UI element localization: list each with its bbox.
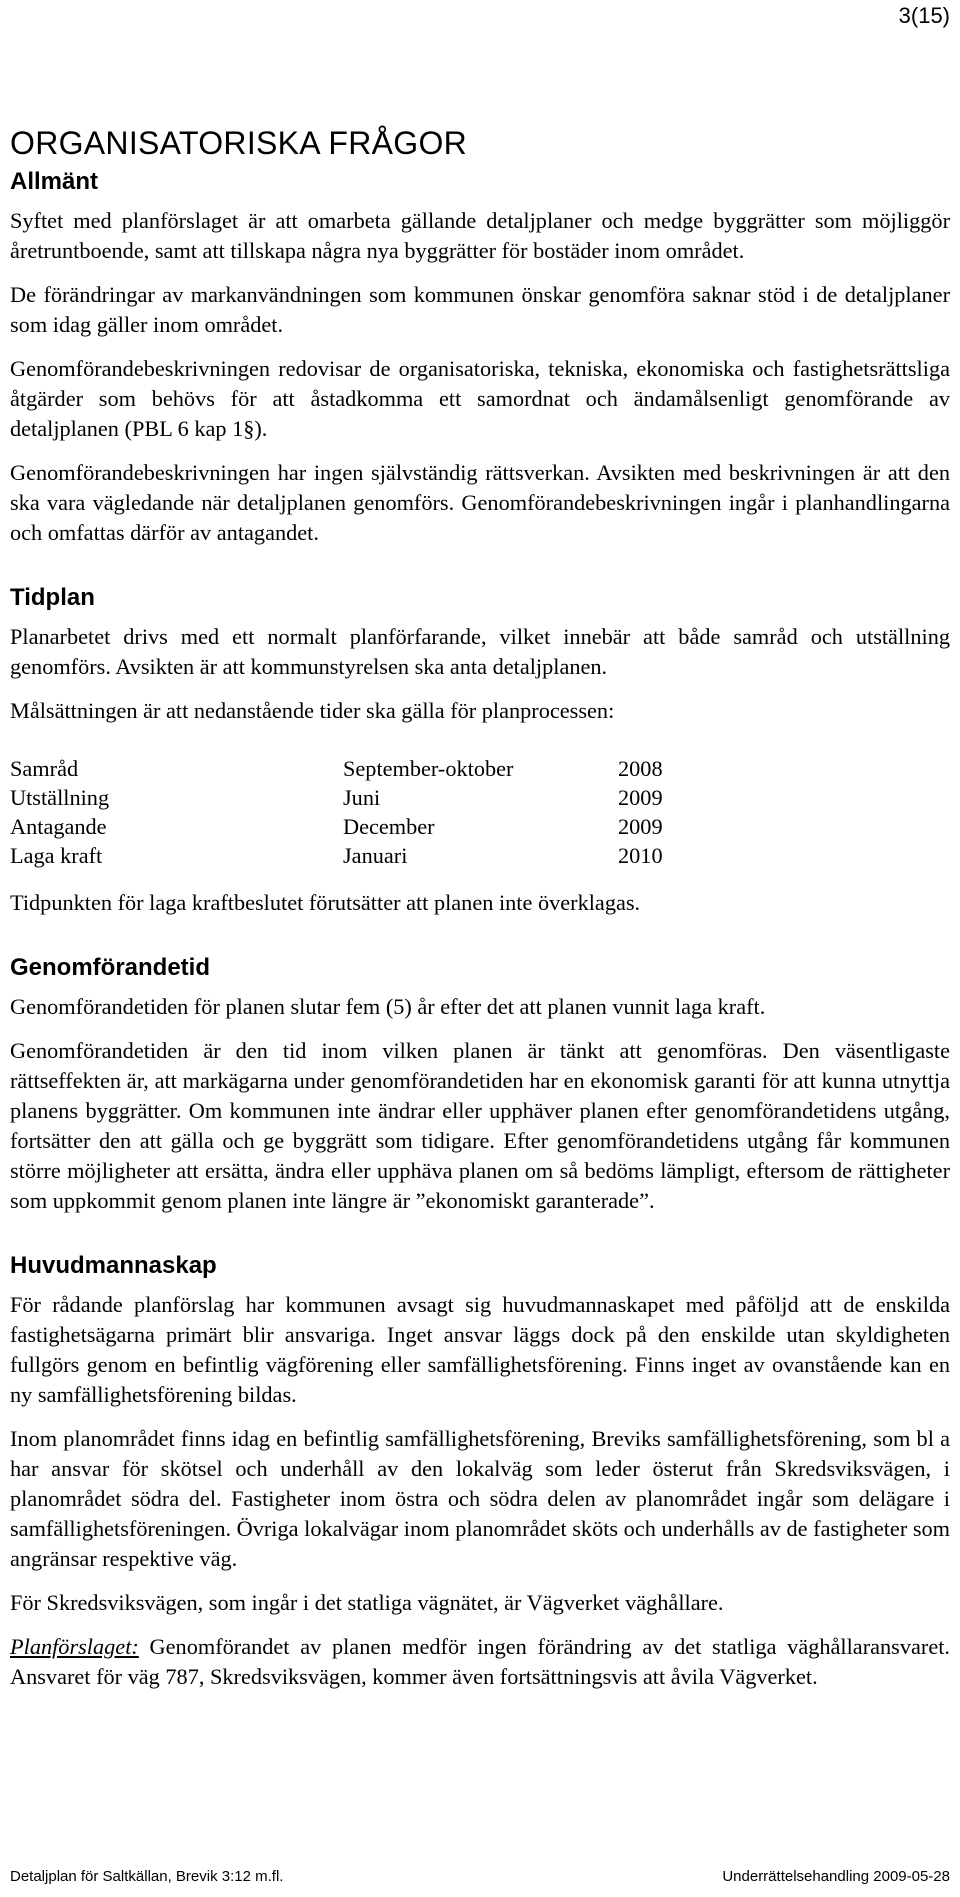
paragraph: Syftet med planförslaget är att omarbeta gällande detaljplaner och medge byggrätter som möjliggör åretruntboende, samt att tillskapa några nya byggrätter för bostäder inom området. (10, 208, 950, 263)
heading-genomforandetid: Genomförandetid (10, 954, 211, 981)
paragraph: För Skredsviksvägen, som ingår i det statliga vägnätet, är Vägverket väghållare. (10, 1590, 724, 1615)
section-allmant (10, 168, 950, 548)
page-number: 3(15) (898, 3, 950, 28)
paragraph: Målsättningen är att nedanstående tider ska gälla för planprocessen: (10, 698, 615, 723)
footer-document-status: Underrättelsehandling 2009-05-28 (722, 1868, 950, 1885)
heading-huvudmannaskap: Huvudmannaskap (10, 1252, 217, 1279)
schedule-row (10, 841, 950, 870)
schedule-period: September-oktober (343, 756, 514, 781)
schedule-phase: Antagande (10, 814, 107, 839)
section-tidplan (10, 584, 950, 918)
section-genomforandetid (10, 954, 950, 1216)
schedule-year: 2008 (618, 756, 663, 781)
paragraph: Genomförandetiden är den tid inom vilken planen är tänkt att genomföras. Den väsentligaste rättseffekten är, att markägarna under genomförandetiden har en ekonomisk garanti för att kunna utnyttja planens byggrätter. Om kommunen inte ändrar eller upphäver planen efter genomförandetidens utgång, fortsätter den att gälla och ge byggrätt som tidigare. Efter genomförandetidens utgång får kommunen större möjligheter att ersätta, ändra eller upphäva planen om så bedöms lämpligt, eftersom de rättigheter som uppkommit genom planen inte längre är ”ekonomiskt garanterade”. (10, 1038, 950, 1213)
schedule-row (10, 783, 950, 812)
paragraph: De förändringar av markanvändningen som kommunen önskar genomföra saknar stöd i de detaljplaner som idag gäller inom området. (10, 282, 950, 337)
paragraph: Genomförandebeskrivningen har ingen självständig rättsverkan. Avsikten med beskrivningen är att den ska vara vägledande när detaljplanen genomförs. Genomförandebeskrivningen ingår i planhandlingarna och omfattas därför av antagandet. (10, 460, 950, 545)
footer-document-title: Detaljplan för Saltkällan, Brevik 3:12 m.fl. (10, 1868, 284, 1885)
paragraph: Planarbetet drivs med ett normalt planförfarande, vilket innebär att både samråd och utställning genomförs. Avsikten är att kommunstyrelsen ska anta detaljplanen. (10, 624, 950, 679)
paragraph (10, 1632, 950, 1692)
schedule-period: Januari (343, 843, 408, 868)
heading-tidplan: Tidplan (10, 584, 95, 611)
paragraph: Inom planområdet finns idag en befintlig samfällighetsförening, Breviks samfällighetsförening, som bl a har ansvar för skötsel och underhåll av den lokalväg som leder österut från Skredsviksvägen, i planområdet södra del. Fastigheter inom östra och södra delen av planområdet ingår som delägare i samfällighetsföreningen. Övriga lokalvägar inom planområdet sköts och underhålls av de fastigheter som angränsar respektive väg. (10, 1426, 950, 1571)
paragraph: Genomförandebeskrivningen redovisar de organisatoriska, tekniska, ekonomiska och fastighetsrättsliga åtgärder som behövs för att åstadkomma ett samordnat och ändamålsenligt genomförande av detaljplanen (PBL 6 kap 1§). (10, 356, 950, 441)
schedule-phase: Utställning (10, 785, 110, 810)
paragraph: Tidpunkten för laga kraftbeslutet förutsätter att planen inte överklagas. (10, 890, 641, 915)
page-content (10, 125, 950, 1706)
schedule-row (10, 812, 950, 841)
planforslaget-text: Genomförandet av planen medför ingen förändring av det statliga väghållaransvaret. Ansvaret för väg 787, Skredsviksvägen, kommer även fortsättningsvis att åvila Vägverket. (10, 1634, 950, 1689)
schedule-period: Juni (343, 785, 381, 810)
schedule-period: December (343, 814, 435, 839)
schedule-year: 2009 (618, 814, 663, 839)
page-title: ORGANISATORISKA FRÅGOR (10, 125, 468, 161)
schedule-phase: Laga kraft (10, 843, 103, 868)
schedule-year: 2009 (618, 785, 663, 810)
page-footer (10, 1868, 950, 1885)
schedule-row (10, 754, 950, 783)
schedule-phase: Samråd (10, 756, 79, 781)
heading-allmant: Allmänt (10, 168, 99, 195)
planforslaget-label: Planförslaget: (10, 1634, 139, 1659)
schedule-year: 2010 (618, 843, 663, 868)
paragraph: Genomförandetiden för planen slutar fem (5) år efter det att planen vunnit laga kraft. (10, 994, 766, 1019)
paragraph: För rådande planförslag har kommunen avsagt sig huvudmannaskapet med påföljd att de enskilda fastighetsägarna primärt blir ansvariga. Inget ansvar läggs dock på den enskilde utan skyldigheten fullgörs genom en befintlig vägförening eller samfällighetsförening. Finns inget av ovanstående kan en ny samfällighetsförening bildas. (10, 1292, 950, 1407)
section-huvudmannaskap (10, 1252, 950, 1692)
schedule-table (10, 754, 950, 870)
